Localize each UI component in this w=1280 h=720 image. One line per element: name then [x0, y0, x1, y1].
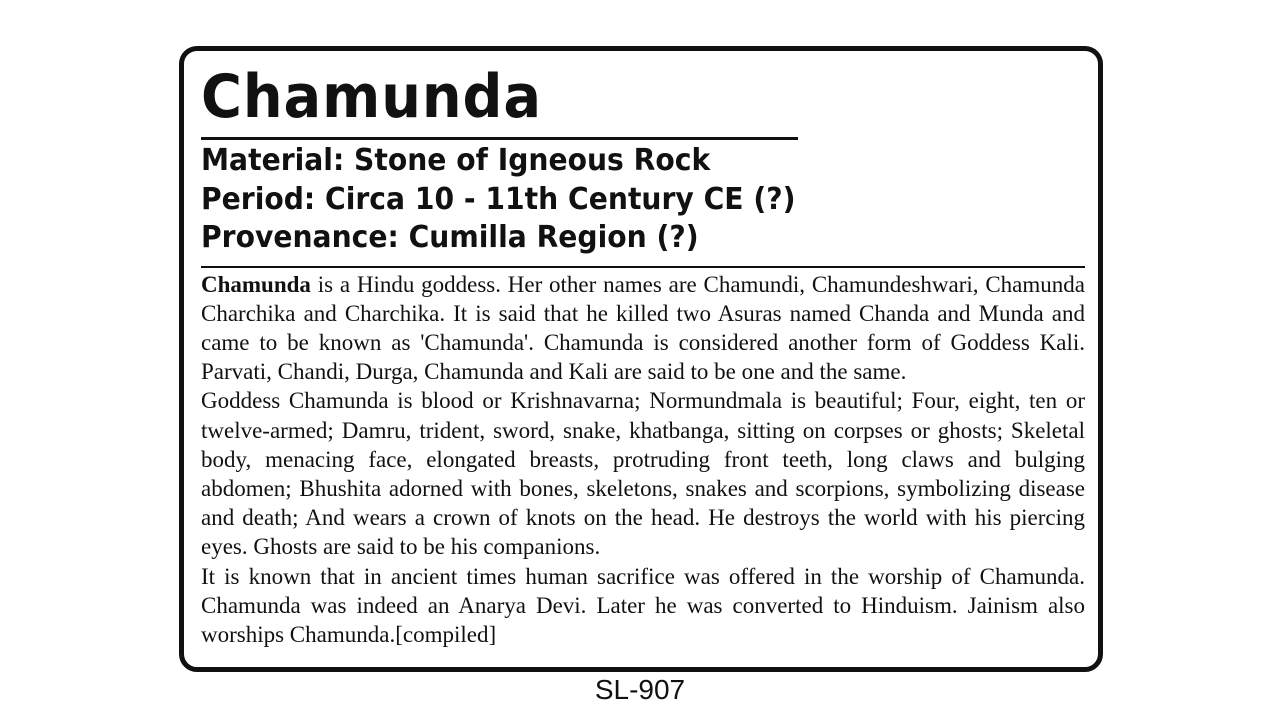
- description-text: [201, 270, 1085, 650]
- description-paragraph-3: It is known that in ancient times human sacrifice was offered in the worship of Chamunda. Chamunda was indeed an Anarya Devi. Later he was converted to Hinduism. Jainism also worships Chamunda.[compiled]: [201, 563, 1085, 647]
- museum-label-card: [179, 46, 1103, 672]
- description-paragraph-1-text: is a Hindu goddess. Her other names are Chamundi, Chamundeshwari, Chamunda Charchika and Charchika. It is said that he killed two Asuras named Chanda and Munda and came to be known as 'Chamunda'. Chamunda is considered another form of Goddess Kali. Parvati, Chandi, Durga, Chamunda and Kali are said to be one and the same.: [201, 271, 1085, 385]
- provenance-line: Provenance: Cumilla Region (?): [201, 220, 699, 255]
- details-divider: [201, 266, 1085, 268]
- label-code: SL-907: [594, 674, 686, 705]
- title-underline: [201, 137, 798, 140]
- description-paragraph-1: [201, 270, 1085, 387]
- period-line: Period: Circa 10 - 11th Century CE (?): [201, 181, 796, 217]
- label-title: Chamunda: [201, 62, 542, 132]
- label-content: [201, 61, 1085, 649]
- description-paragraph-2: Goddess Chamunda is blood or Krishnavarna; Normundmala is beautiful; Four, eight, ten or twelve-armed; Damru, trident, sword, snake, khatbanga, sitting on corpses or ghosts; Skeletal body, menacing face, elongated breasts, protruding front teeth, long claws and bulging abdomen; Bhushita adorned with bones, skeletons, snakes and scorpions, symbolizing disease and death; And wears a crown of knots on the head. He destroys the world with his piercing eyes. Ghosts are said to be his companions.: [201, 388, 1085, 560]
- description-subject-bold: Chamunda: [201, 271, 311, 297]
- material-line: Material: Stone of Igneous Rock: [201, 143, 711, 178]
- artifact-details: [201, 142, 1085, 258]
